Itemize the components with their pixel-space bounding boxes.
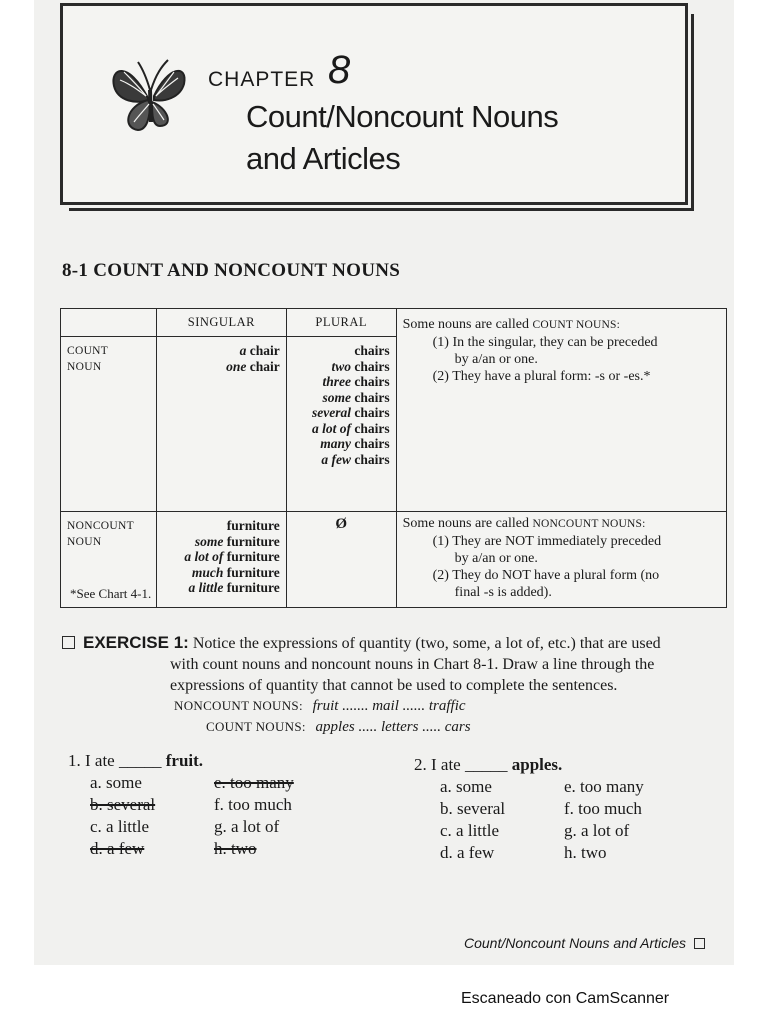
- table-row-noncount: [61, 512, 727, 608]
- running-footer: [464, 935, 705, 951]
- list-item: some chairs: [322, 389, 390, 405]
- checkbox-icon: [62, 636, 75, 649]
- noncount-note-2a: (2) They do NOT have a plural form (no: [432, 568, 660, 583]
- count-examples-label: COUNT NOUNS:: [206, 719, 306, 734]
- exercise-instructions-1: Notice the expressions of quantity (two, some, a lot of, etc.) that are used: [192, 635, 661, 652]
- table-row-count: [61, 337, 727, 512]
- q2-option-a[interactable]: a. some: [440, 777, 492, 796]
- noncount-note-cell: [396, 512, 726, 608]
- count-singular-cell: [156, 337, 286, 512]
- q1-option-a[interactable]: a. some: [90, 773, 142, 792]
- list-item: many chairs: [320, 436, 390, 451]
- chapter-number: 8: [328, 48, 351, 92]
- q1-option-g[interactable]: g. a lot of: [214, 817, 280, 836]
- question-1-stem: 1. I ate _____ fruit.: [68, 751, 204, 770]
- chapter-title-line2: and Articles: [246, 141, 401, 176]
- q2-option-g[interactable]: g. a lot of: [564, 821, 630, 840]
- count-note-intro: Some nouns are called COUNT NOUNS:: [402, 316, 620, 332]
- q1-option-e[interactable]: e. too many: [214, 773, 294, 792]
- list-item: a lot of furniture: [184, 549, 280, 564]
- noncount-plural-cell: Ø: [286, 512, 396, 608]
- noncount-note-1a: (1) They are NOT immediately preceded: [432, 534, 662, 549]
- noncount-note-1b: by a/an or one.: [454, 551, 538, 566]
- table-header-plural: PLURAL: [286, 309, 396, 337]
- noncount-singular-cell: [156, 512, 286, 608]
- noncount-examples-label: NONCOUNT NOUNS:: [174, 698, 303, 713]
- q1-option-d[interactable]: d. a few: [90, 839, 145, 858]
- butterfly-icon: [108, 50, 194, 136]
- exercise-heading: EXERCISE 1:: [83, 633, 189, 652]
- count-noun-label: [61, 337, 157, 512]
- noncount-examples-row: [174, 698, 466, 715]
- list-item: a chair: [239, 343, 280, 358]
- running-footer-text: Count/Noncount Nouns and Articles: [464, 935, 687, 951]
- noncount-note-intro: Some nouns are called NONCOUNT NOUNS:: [402, 516, 646, 531]
- list-item: one chair: [226, 358, 280, 374]
- q1-option-h[interactable]: h. two: [214, 839, 257, 858]
- checkbox-icon: [694, 938, 705, 949]
- q2-option-d[interactable]: d. a few: [440, 843, 495, 862]
- noncount-note-2b: final -s is added).: [454, 585, 552, 600]
- q2-option-f[interactable]: f. too much: [564, 799, 642, 818]
- list-item: a lot of chairs: [312, 420, 390, 436]
- chapter-title-line1: Count/Noncount Nouns: [246, 99, 559, 134]
- exercise-instructions-3: expressions of quantity that cannot be used to complete the sentences.: [170, 677, 618, 694]
- list-item: chairs: [354, 343, 390, 358]
- count-note-2: (2) They have a plural form: -s or -es.*: [432, 368, 651, 384]
- list-item: two chairs: [331, 358, 390, 374]
- chart-8-1-table: [60, 308, 727, 608]
- exercise-instructions: [62, 632, 732, 696]
- count-examples: apples ..... letters ..... cars: [315, 719, 471, 735]
- q2-option-b[interactable]: b. several: [440, 799, 506, 818]
- list-item: three chairs: [322, 374, 390, 389]
- list-item: several chairs: [312, 405, 390, 420]
- table-header-singular: SINGULAR: [156, 309, 286, 337]
- count-note-cell: [396, 316, 726, 512]
- chapter-label: CHAPTER: [208, 68, 316, 91]
- q1-option-f[interactable]: f. too much: [214, 795, 292, 814]
- noncount-label-line2: NOUN: [67, 536, 102, 548]
- q1-option-b[interactable]: b. several: [90, 795, 156, 814]
- exercise-line-1: [62, 632, 732, 654]
- count-examples-row: [206, 719, 471, 736]
- list-item: some furniture: [194, 533, 280, 549]
- count-note-1a: (1) In the singular, they can be preceded: [432, 334, 658, 350]
- question-2: [414, 754, 714, 864]
- q2-option-e[interactable]: e. too many: [564, 777, 644, 796]
- q2-option-c[interactable]: c. a little: [440, 821, 500, 840]
- q1-option-c[interactable]: c. a little: [90, 817, 150, 836]
- scanner-watermark: Escaneado con CamScanner: [461, 990, 670, 1007]
- list-item: a little furniture: [188, 580, 280, 595]
- question-2-stem: 2. I ate _____ apples.: [414, 755, 563, 774]
- question-1: [68, 750, 368, 860]
- list-item: much furniture: [191, 564, 280, 580]
- list-item: furniture: [226, 518, 280, 533]
- list-item: a few chairs: [321, 451, 390, 467]
- chapter-title: [246, 96, 558, 180]
- chart-footnote: *See Chart 4-1.: [70, 586, 152, 601]
- count-label-line2: NOUN: [67, 361, 102, 373]
- count-plural-cell: [286, 337, 396, 512]
- table-header-empty: [61, 309, 157, 337]
- q2-option-h[interactable]: h. two: [564, 843, 607, 862]
- noncount-examples: fruit ....... mail ...... traffic: [312, 698, 466, 714]
- count-label-line1: COUNT: [67, 345, 109, 357]
- exercise-instructions-2: with count nouns and noncount nouns in Chart 8-1. Draw a line through the: [170, 656, 655, 673]
- noncount-label-line1: NONCOUNT: [67, 520, 134, 532]
- section-title: 8-1 COUNT AND NONCOUNT NOUNS: [62, 260, 401, 281]
- count-note-1b: by a/an or one.: [454, 351, 538, 367]
